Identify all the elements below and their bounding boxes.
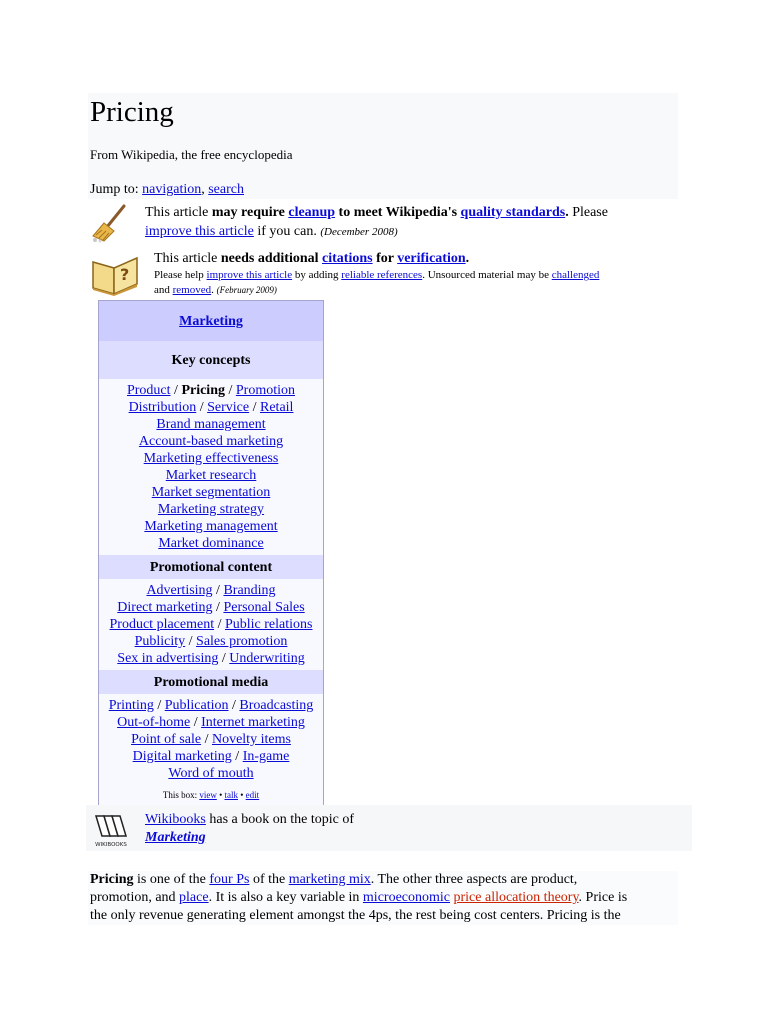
- account-based-marketing-link[interactable]: Account-based marketing: [138, 434, 284, 449]
- separator: /: [218, 651, 230, 666]
- four-ps-link[interactable]: four Ps: [209, 872, 250, 887]
- notice-text: Please help: [154, 269, 207, 281]
- marketing-book-link[interactable]: Marketing: [145, 830, 206, 845]
- notice-text: by adding: [292, 269, 342, 281]
- marketing-strategy-link[interactable]: Marketing strategy: [157, 502, 265, 517]
- product-placement-link[interactable]: Product placement: [109, 617, 215, 632]
- navbox-group-promotional-content: [99, 579, 323, 670]
- paragraph-text: . The other three aspects are product,: [370, 872, 578, 887]
- wikibooks-caption: has a book on the topic of: [205, 812, 355, 827]
- place-link[interactable]: place: [179, 890, 209, 905]
- marketing-effectiveness-link[interactable]: Marketing effectiveness: [143, 451, 279, 466]
- navbox-section-promotional-content: Promotional content: [99, 555, 323, 579]
- pricing-current: Pricing: [181, 383, 225, 398]
- jump-navigation-link[interactable]: navigation: [142, 182, 202, 197]
- notice-text: This article: [154, 251, 221, 266]
- notice-date: (December 2008): [320, 226, 398, 238]
- navbox-group-promotional-media: [99, 694, 323, 785]
- pricing-bold: Pricing: [90, 872, 134, 887]
- broom-icon: [90, 203, 130, 243]
- page-title: Pricing: [90, 96, 174, 128]
- cleanup-notice: [145, 203, 665, 242]
- separator: /: [249, 400, 260, 415]
- separator: /: [224, 383, 236, 398]
- verification-link[interactable]: verification: [397, 251, 466, 266]
- broadcasting-link[interactable]: Broadcasting: [239, 698, 314, 713]
- navbox-group-key-concepts: [99, 379, 323, 555]
- paragraph-text: . It is also a key variable in: [208, 890, 363, 905]
- notice-bold: .: [565, 205, 569, 220]
- paragraph-text: promotion, and: [90, 890, 180, 905]
- novelty-items-link[interactable]: Novelty items: [211, 732, 291, 747]
- svg-text:?: ?: [120, 265, 130, 284]
- navbox-talk-link[interactable]: talk: [224, 790, 238, 800]
- removed-link[interactable]: removed: [172, 284, 212, 296]
- cleanup-link[interactable]: cleanup: [288, 205, 336, 220]
- improve-article-link-2[interactable]: improve this article: [206, 269, 293, 281]
- notice-date: (February 2009): [216, 285, 277, 295]
- paragraph-text: is one of the: [133, 872, 210, 887]
- market-dominance-link[interactable]: Market dominance: [158, 536, 264, 551]
- navbox-section-key-concepts: Key concepts: [99, 341, 323, 379]
- navbox-header: [99, 301, 323, 341]
- public-relations-link[interactable]: Public relations: [224, 617, 313, 632]
- direct-marketing-link[interactable]: Direct marketing: [117, 600, 213, 615]
- notice-text: Please: [568, 205, 608, 220]
- notice-text: . Unsourced material may be: [422, 269, 552, 281]
- out-of-home-link[interactable]: Out-of-home: [117, 715, 191, 730]
- market-research-link[interactable]: Market research: [165, 468, 257, 483]
- navbox-footer: [99, 785, 323, 801]
- book-question-icon: [90, 252, 140, 296]
- separator: •: [238, 790, 246, 800]
- notice-bold: needs additional: [220, 251, 323, 266]
- printing-link[interactable]: Printing: [108, 698, 154, 713]
- separator: /: [185, 634, 197, 649]
- navbox-section-promotional-media: Promotional media: [99, 670, 323, 694]
- separator: /: [196, 400, 208, 415]
- price-allocation-theory-link[interactable]: price allocation theory: [453, 890, 579, 905]
- personal-sales-link[interactable]: Personal Sales: [223, 600, 305, 615]
- notice-bold: may require: [211, 205, 289, 220]
- product-link[interactable]: Product: [126, 383, 171, 398]
- notice-bold: to meet Wikipedia's: [335, 205, 461, 220]
- improve-article-link[interactable]: improve this article: [145, 224, 254, 239]
- citation-notice-detail: [154, 268, 674, 298]
- sales-promotion-link[interactable]: Sales promotion: [196, 634, 288, 649]
- intro-paragraph: [90, 871, 680, 925]
- microeconomic-link[interactable]: microeconomic: [362, 890, 450, 905]
- wikibooks-icon: [92, 812, 130, 848]
- point-of-sale-link[interactable]: Point of sale: [131, 732, 202, 747]
- promotion-link[interactable]: Promotion: [235, 383, 295, 398]
- publicity-link[interactable]: Publicity: [134, 634, 186, 649]
- notice-bold: .: [465, 251, 470, 266]
- separator: /: [212, 583, 224, 598]
- underwriting-link[interactable]: Underwriting: [229, 651, 305, 666]
- branding-link[interactable]: Branding: [223, 583, 276, 598]
- paragraph-text: . Price is: [578, 890, 628, 905]
- jump-to: [90, 181, 244, 199]
- challenged-link[interactable]: challenged: [551, 269, 600, 281]
- page-subtitle: From Wikipedia, the free encyclopedia: [90, 147, 293, 162]
- publication-link[interactable]: Publication: [164, 698, 229, 713]
- separator: •: [216, 790, 225, 800]
- wikibooks-icon-caption: WIKIBOOKS: [95, 842, 127, 848]
- jump-prefix: Jump to:: [90, 182, 143, 197]
- navbox-footer-label: This box:: [162, 790, 200, 800]
- wikibooks-link[interactable]: Wikibooks: [145, 812, 206, 827]
- retail-link[interactable]: Retail: [260, 400, 294, 415]
- separator: /: [212, 600, 224, 615]
- marketing-management-link[interactable]: Marketing management: [144, 519, 278, 534]
- distribution-link[interactable]: Distribution: [128, 400, 197, 415]
- sex-in-advertising-link[interactable]: Sex in advertising: [117, 651, 219, 666]
- navbox-view-link[interactable]: view: [199, 790, 217, 800]
- citation-notice: [154, 250, 469, 268]
- jump-separator: ,: [201, 182, 209, 197]
- market-segmentation-link[interactable]: Market segmentation: [151, 485, 271, 500]
- separator: /: [190, 715, 202, 730]
- notice-text: and: [154, 284, 173, 296]
- word-of-mouth-link[interactable]: Word of mouth: [168, 766, 254, 781]
- notice-text: .: [211, 284, 217, 296]
- in-game-link[interactable]: In-game: [242, 749, 290, 764]
- separator: /: [228, 698, 240, 713]
- separator: /: [153, 698, 165, 713]
- marketing-mix-link[interactable]: marketing mix: [288, 872, 371, 887]
- brand-management-link[interactable]: Brand management: [156, 417, 266, 432]
- navbox-edit-link[interactable]: edit: [245, 790, 260, 800]
- separator: /: [170, 383, 182, 398]
- paragraph-text: of the: [249, 872, 289, 887]
- citations-link[interactable]: citations: [322, 251, 373, 266]
- jump-search-link[interactable]: search: [208, 182, 244, 197]
- separator: /: [214, 617, 225, 632]
- notice-text: This article: [145, 205, 212, 220]
- reliable-references-link[interactable]: reliable references: [341, 269, 423, 281]
- service-link[interactable]: Service: [207, 400, 250, 415]
- notice-text: if you can.: [253, 224, 321, 239]
- digital-marketing-link[interactable]: Digital marketing: [132, 749, 232, 764]
- separator: /: [201, 732, 212, 747]
- internet-marketing-link[interactable]: Internet marketing: [201, 715, 305, 730]
- quality-standards-link[interactable]: quality standards: [460, 205, 566, 220]
- separator: /: [231, 749, 243, 764]
- advertising-link[interactable]: Advertising: [146, 583, 213, 598]
- notice-bold: for: [372, 251, 398, 266]
- paragraph-line: the only revenue generating element amongst the 4ps, the rest being cost centers. Pricing is the: [90, 908, 621, 923]
- navbox-title-link[interactable]: Marketing: [179, 313, 243, 329]
- wikibooks-text: [145, 811, 354, 847]
- marketing-navbox: [98, 300, 324, 806]
